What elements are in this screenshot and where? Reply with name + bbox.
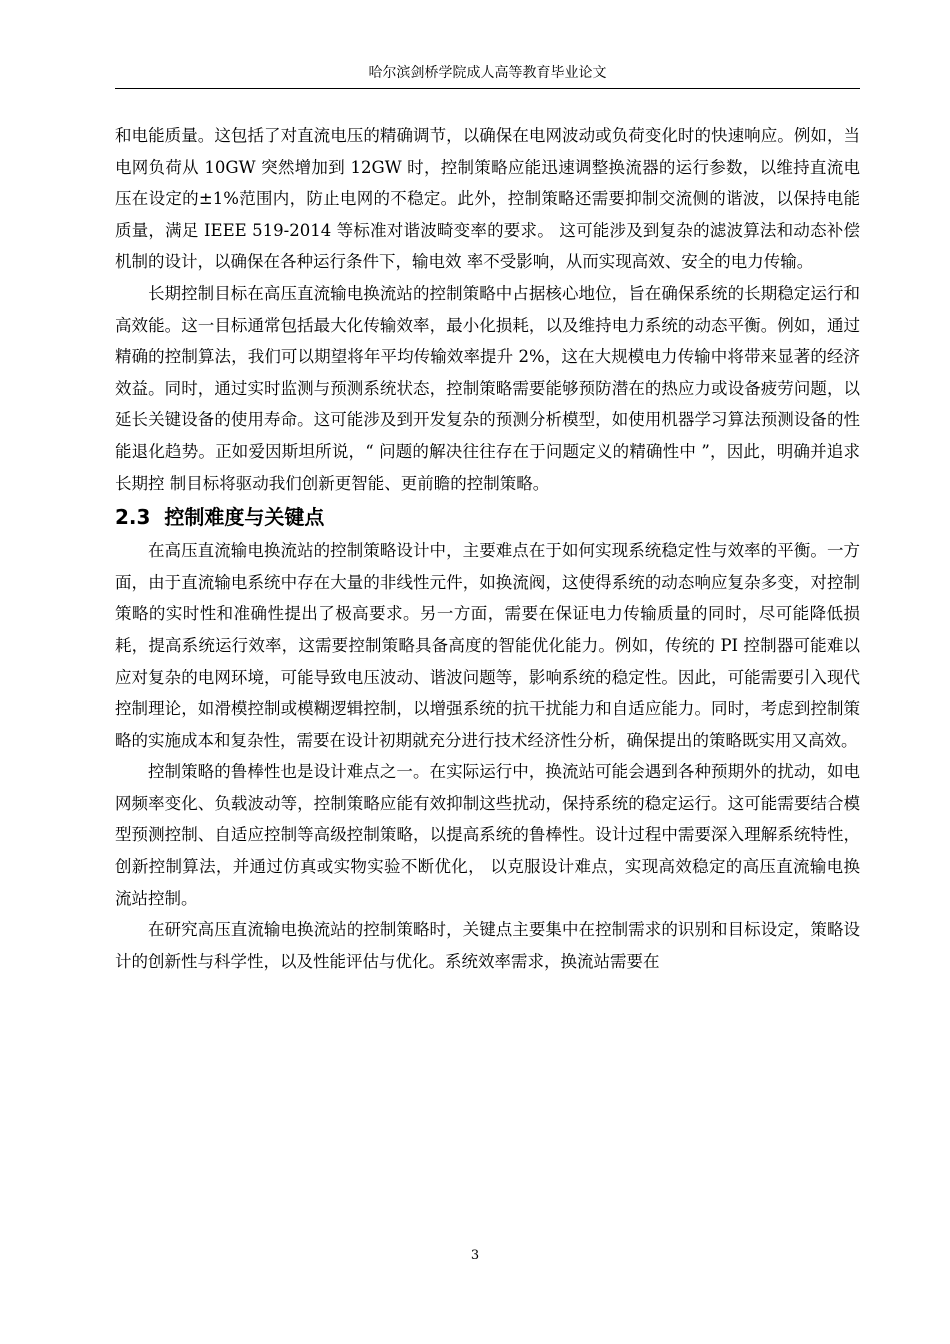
body-paragraph: 在研究高压直流输电换流站的控制策略时，关键点主要集中在控制需求的识别和目标设定，策略设计的创新性与科学性，以及性能评估与优化。系统效率需求，换流站需要在 bbox=[115, 920, 860, 971]
page-header: 哈尔滨剑桥学院成人高等教育毕业论文 bbox=[368, 65, 607, 81]
document-body bbox=[115, 120, 860, 977]
page-number: 3 bbox=[470, 1248, 480, 1263]
body-paragraph: 控制策略的鲁棒性也是设计难点之一。在实际运行中，换流站可能会遇到各种预期外的扰动，如电网频率变化、负载波动等，控制策略应能有效抑制这些扰动，保持系统的稳定运行。这可能需要结合模型预测控制、自适应控制等高级控制策略，以提高系统的鲁棒性。设计过程中需要深入理解系统特性，创新控制算法，并通过仿真或实物实验不断优化， 以克服设计难点，实现高效稳定的高压直流输电换流站控制。 bbox=[115, 762, 860, 908]
section-number: 2.3 bbox=[115, 505, 151, 530]
body-paragraph: 长期控制目标在高压直流输电换流站的控制策略中占据核心地位，旨在确保系统的长期稳定运行和高效能。这一目标通常包括最大化传输效率，最小化损耗，以及维持电力系统的动态平衡。例如，通过精确的控制算法，我们可以期望将年平均传输效率提升 2%，这在大规模电力传输中将带来显著的经济效益。同时，通过实时监测与预测系统状态，控制策略需要能够预防潜在的热应力或设备疲劳问题，以延长关键设备的使用寿命。这可能涉及到开发复杂的预测分析模型，如使用机器学习算法预测设备的性能退化趋势。正如爱因斯坦所说，“ 问题的解决往往存在于问题定义的精确性中 ”，因此，明确并追求长期控 制目标将驱动我们创新更智能、更前瞻的控制策略。 bbox=[115, 283, 860, 493]
header-divider bbox=[115, 88, 860, 89]
section-title: 控制难度与关键点 bbox=[164, 505, 325, 530]
body-paragraph: 和电能质量。这包括了对直流电压的精确调节，以确保在电网波动或负荷变化时的快速响应。例如，当电网负荷从 10GW 突然增加到 12GW 时，控制策略应能迅速调整换流器的运行参数，以维持直流电压在设定的±1%范围内，防止电网的不稳定。此外，控制策略还需要抑制交流侧的谐波，以保持电能质量，满足 IEEE 519-2014 等标准对谐波畸变率的要求。 这可能涉及到复杂的滤波算法和动态补偿机制的设计，以确保在各种运行条件下，输电效 率不受影响，从而实现高效、安全的电力传输。 bbox=[115, 126, 860, 272]
body-paragraph: 在高压直流输电换流站的控制策略设计中，主要难点在于如何实现系统稳定性与效率的平衡。一方面，由于直流输电系统中存在大量的非线性元件，如换流阀，这使得系统的动态响应复杂多变，对控制策略的实时性和准确性提出了极高要求。另一方面，需要在保证电力传输质量的同时，尽可能降低损耗，提高系统运行效率，这需要控制策略具备高度的智能优化能力。例如，传统的 PI 控制器可能难以应对复杂的电网环境，可能导致电压波动、谐波问题等，影响系统的稳定性。因此，可能需要引入现代控制理论，如滑模控制或模糊逻辑控制，以增强系统的抗干扰能力和自适应能力。同时，考虑到控制策略的实施成本和复杂性，需要在设计初期就充分进行技术经济性分析，确保提出的策略既实用又高效。 bbox=[115, 541, 860, 750]
section-heading bbox=[115, 501, 860, 533]
